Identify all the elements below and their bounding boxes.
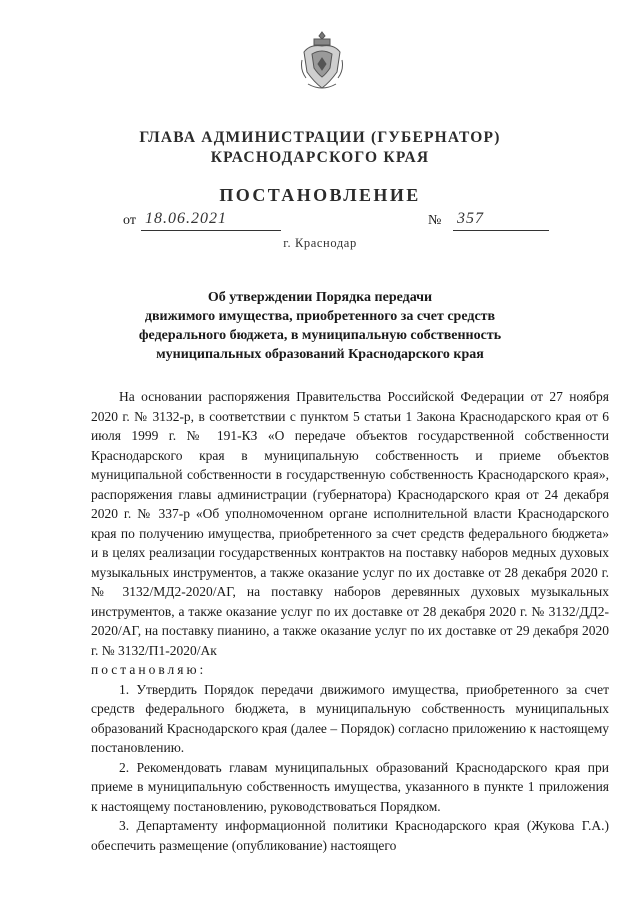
preamble-paragraph: На основании распоряжения Правительства Российской Федерации от 27 ноября 2020 г. № 3132-р, в соответствии с пунктом 5 статьи 1 Закона Краснодарского края от 6 июля 1999 г. № 191-КЗ «О передаче объектов государственной собственности Краснодарского края в муниципальную собственность и приеме объектов муниципальной собственности в государственную собственность Краснодарского края», распоряжения главы администрации (губернатора) Краснодарского края от 24 декабря 2020 г. № 337-р «Об уполномоченном органе исполнительной власти Краснодарского края по получению имущества, приобретенного за счет средств федерального бюджета» и в целях реализации государственных контрактов на поставку наборов медных духовых музыкальных инструментов, а также оказание услуг по их доставке от 28 декабря 2020 г. № 3132/МД2-2020/АГ, на поставку наборов деревянных духовых музыкальных инструментов, а также оказание услуг по их доставке от 28 декабря 2020 г. № 3132/ДД2-2020/АГ, на поставку пианино, а также оказание услуг по их доставке от 29 декабря 2020 г. № 3132/П1-2020/Ак <box>91 389 609 658</box>
item-2-paragraph: 2. Рекомендовать главам муниципальных образований Краснодарского края при приеме в муниципальную собственность имущества, указанного в пункте 1 приложения к настоящему постановлению, руководствоваться Порядком. <box>91 759 609 814</box>
number-prefix: № <box>428 213 442 228</box>
title-line-2: движимого имущества, приобретенного за счет средств <box>144 309 496 324</box>
title-line-1: Об утверждении Порядка передачи <box>207 290 433 305</box>
item-1-paragraph: 1. Утвердить Порядок передачи движимого имущества, приобретенного за счет средств федерального бюджета, в муниципальную собственность муниципальных образований Краснодарского края (далее – Порядок) согласно приложению к настоящему постановлению. <box>91 681 609 755</box>
city: г. Краснодар <box>283 236 357 250</box>
authority-line-1: ГЛАВА АДМИНИСТРАЦИИ (ГУБЕРНАТОР) <box>139 129 501 146</box>
krasnodar-coat-of-arms-icon <box>300 30 344 92</box>
item-3-paragraph: 3. Департаменту информационной политики Краснодарского края (Жукова Г.А.) обеспечить размещение (опубликование) настоящего <box>91 818 609 853</box>
title-line-3: федерального бюджета, в муниципальную собственность <box>138 328 502 343</box>
date-value: 18.06.2021 <box>145 210 227 227</box>
title-line-4: муниципальных образований Краснодарского края <box>156 347 484 362</box>
authority-line-2: КРАСНОДАРСКОГО КРАЯ <box>210 149 430 166</box>
date-prefix: от <box>123 213 136 228</box>
number-field <box>453 210 549 231</box>
number-value: 357 <box>457 210 484 227</box>
document-type: ПОСТАНОВЛЕНИЕ <box>219 185 421 205</box>
date-field <box>141 210 281 231</box>
document-title <box>0 288 640 364</box>
decree-word: постановляю: <box>91 662 207 677</box>
date-number-row <box>123 210 533 235</box>
document-body <box>91 387 609 855</box>
authority-name <box>0 128 640 168</box>
